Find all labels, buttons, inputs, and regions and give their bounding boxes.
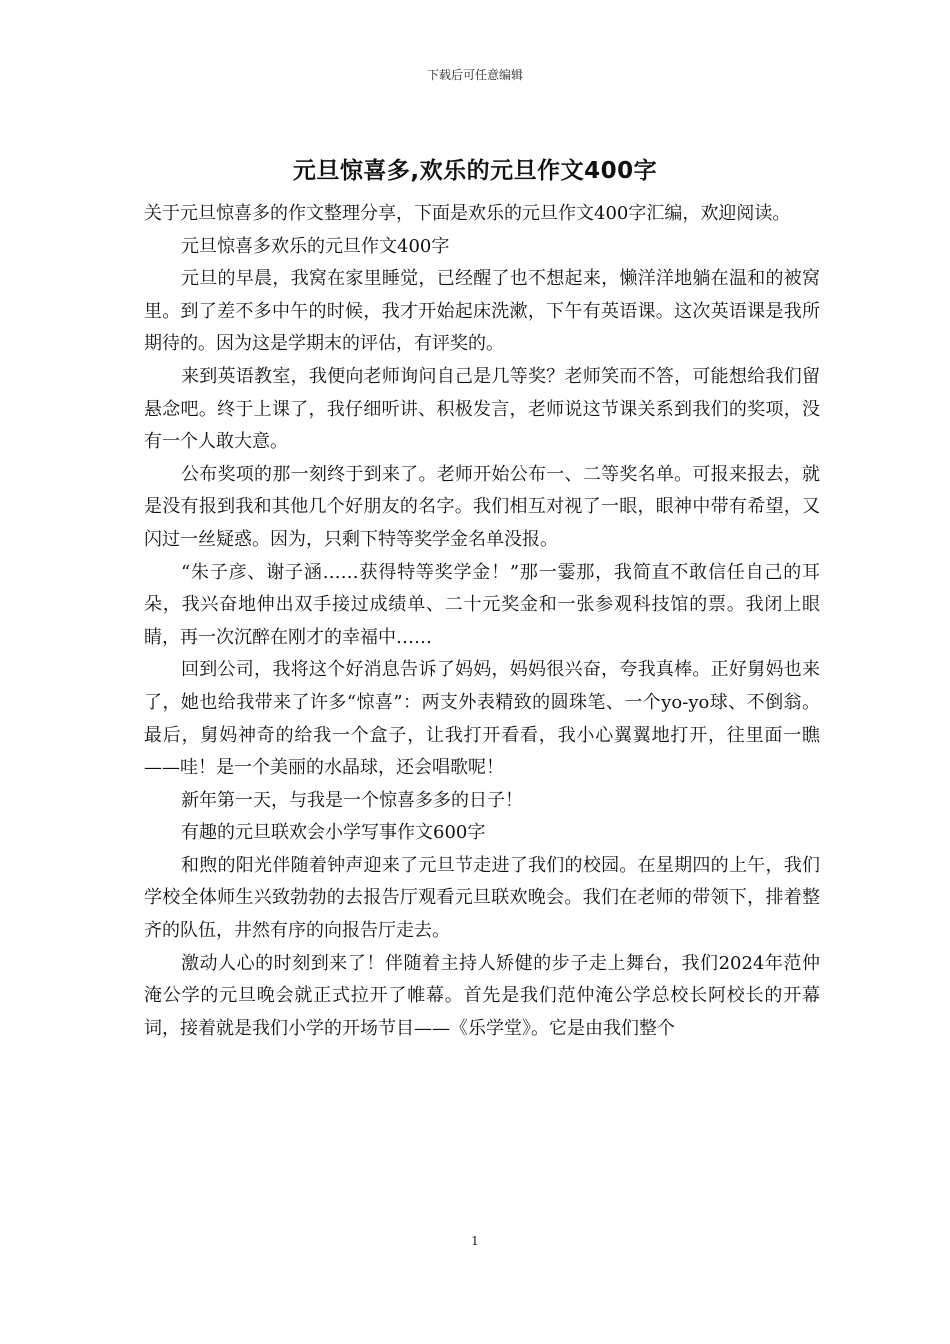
document-title: 元旦惊喜多,欢乐的元旦作文400字 — [292, 158, 658, 184]
document-body — [144, 198, 820, 1045]
paragraph: 关于元旦惊喜多的作文整理分享，下面是欢乐的元旦作文400字汇编，欢迎阅读。 — [144, 203, 791, 224]
paragraph: “朱子彦、谢子涵……获得特等奖学金！”那一霎那，我简直不敢信任自己的耳朵，我兴奋地伸出双手接过成绩单、二十元奖金和一张参观科技馆的票。我闭上眼睛，再一次沉醉在刚才的幸福中…… — [144, 561, 820, 648]
paragraph: 激动人心的时刻到来了！伴随着主持人矫健的步子走上舞台，我们2024年范仲淹公学的元旦晚会就正式拉开了帷幕。首先是我们范仲淹公学总校长阿校长的开幕词，接着就是我们小学的开场节目——《乐学堂》。它是由我们整个 — [144, 952, 820, 1039]
paragraph: 回到公司，我将这个好消息告诉了妈妈，妈妈很兴奋，夸我真棒。正好舅妈也来了，她也给我带来了许多“惊喜”：两支外表精致的圆珠笔、一个yo-yo球、不倒翁。最后，舅妈神奇的给我一个盒子，让我打开看看，我小心翼翼地打开，往里面一瞧——哇！是一个美丽的水晶球，还会唱歌呢！ — [144, 659, 820, 779]
paragraph: 来到英语教室，我便向老师询问自己是几等奖？老师笑而不答，可能想给我们留悬念吧。终于上课了，我仔细听讲、积极发言，老师说这节课关系到我们的奖项，没有一个人敢大意。 — [144, 365, 820, 453]
paragraph: 公布奖项的那一刻终于到来了。老师开始公布一、二等奖名单。可报来报去，就是没有报到我和其他几个好朋友的名字。我们相互对视了一眼，眼神中带有希望，又闪过一丝疑惑。因为，只剩下特等奖学金名单没报。 — [144, 463, 820, 550]
header-note: 下载后可任意编辑 — [426, 68, 523, 82]
page-number: 1 — [471, 1234, 479, 1248]
paragraph: 元旦的早晨，我窝在家里睡觉，已经醒了也不想起来，懒洋洋地躺在温和的被窝里。到了差不多中午的时候，我才开始起床洗漱，下午有英语课。这次英语课是我所期待的。因为这是学期末的评估，有评奖的。 — [144, 268, 820, 355]
paragraph: 元旦惊喜多欢乐的元旦作文400字 — [181, 235, 450, 257]
paragraph: 新年第一天，与我是一个惊喜多多的日子！ — [181, 789, 523, 811]
paragraph: 有趣的元旦联欢会小学写事作文600字 — [181, 822, 486, 844]
paragraph: 和煦的阳光伴随着钟声迎来了元旦节走进了我们的校园。在星期四的上午，我们学校全体师生兴致勃勃的去报告厅观看元旦联欢晚会。我们在老师的带领下，排着整齐的队伍，井然有序的向报告厅走去。 — [144, 854, 820, 942]
